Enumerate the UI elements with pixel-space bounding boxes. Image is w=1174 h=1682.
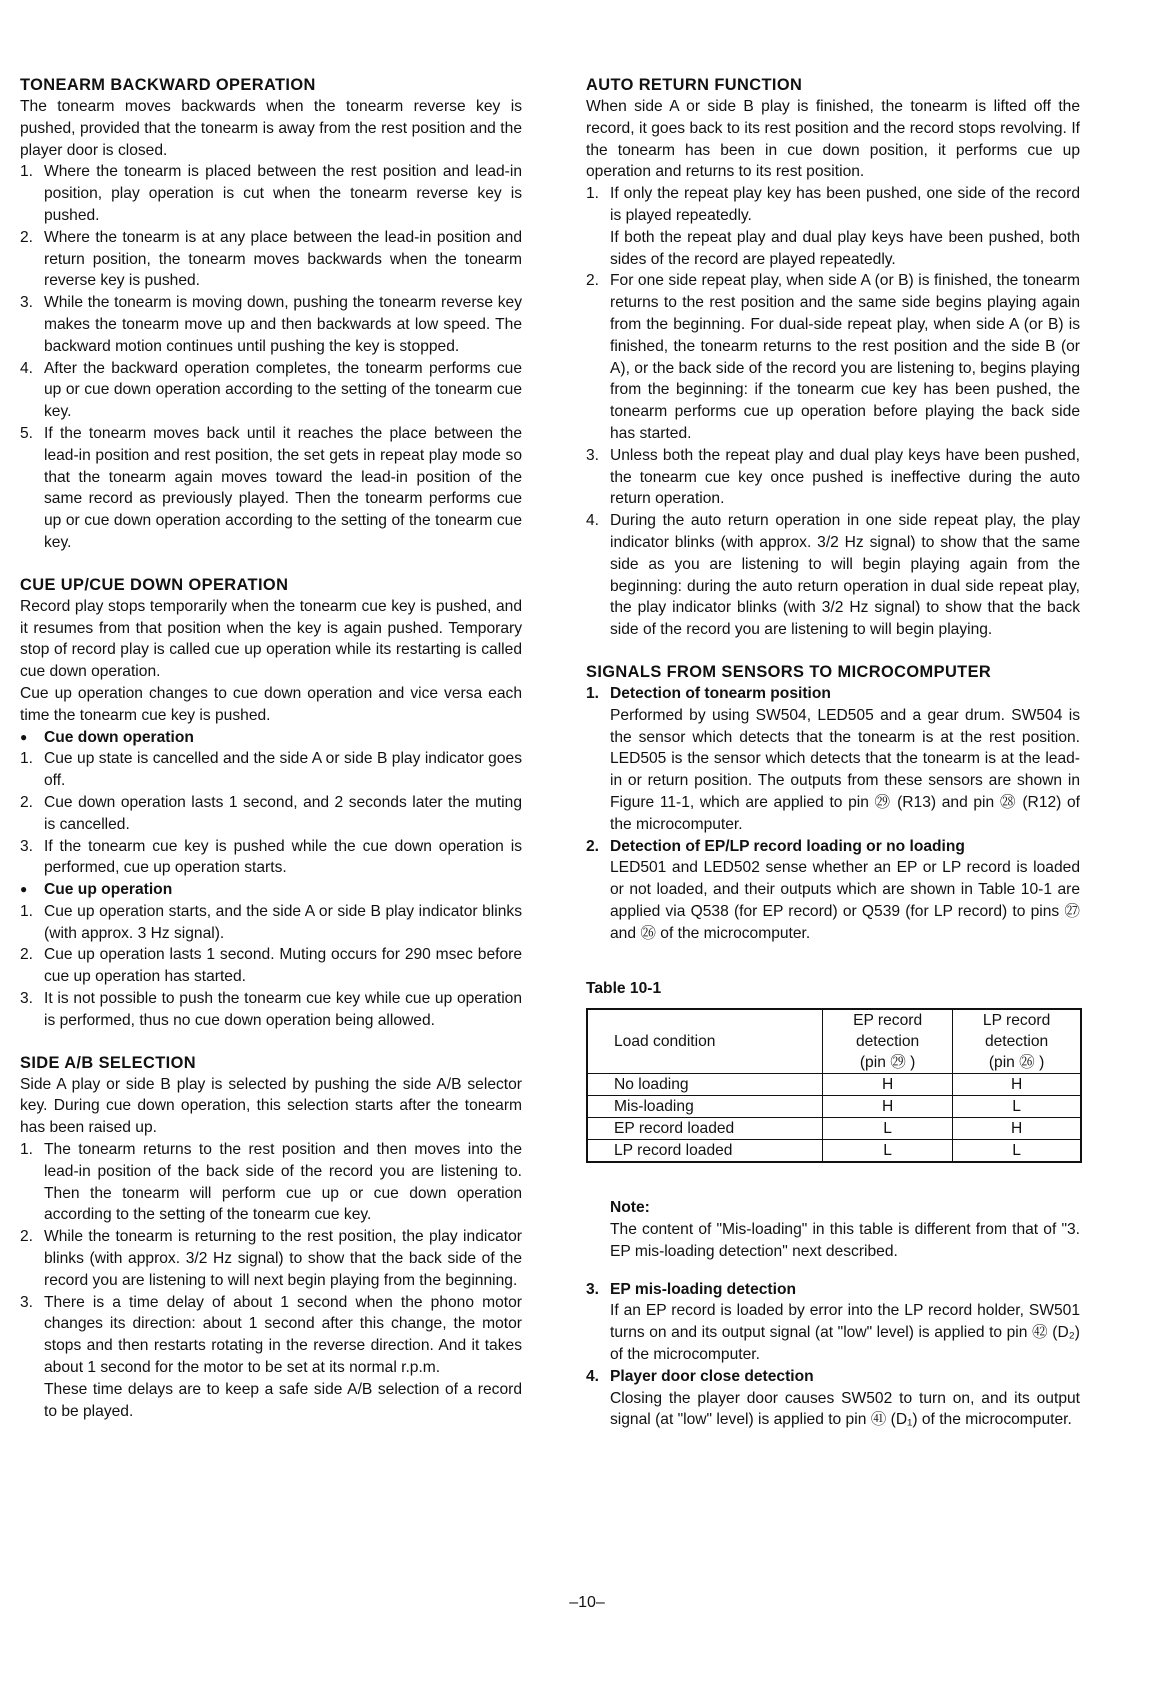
item-text-part: If both the repeat play and dual play keys have been pushed, both sides of the record are played repeatedly.: [610, 228, 1080, 268]
item-number: 5.: [20, 424, 34, 442]
table-cell: L: [823, 1118, 953, 1140]
list-item: [20, 1292, 522, 1379]
item-number: 2.: [20, 793, 34, 811]
bullet-icon: ●: [20, 882, 28, 897]
item-number: 3.: [20, 294, 34, 312]
table-cell: L: [823, 1140, 953, 1163]
item-text: For one side repeat play, when side A (or B) is finished, the tonearm returns to the rest position and the same side begins playing again from the beginning. For dual-side repeat play, when side A (or B) is finished, the tonearm returns to the rest position and the side B (or A), or the back side of the record you are listening to, begins playing from the beginning: if the tonearm cue key has been pushed, the tonearm performs cue up operation before playing the back side has started.: [610, 272, 1080, 442]
list-item: [586, 510, 1080, 641]
signals-section: [586, 661, 1080, 1431]
table-cell: No loading: [587, 1074, 823, 1096]
page-number: –10–: [569, 1594, 605, 1611]
paragraph: When side A or side B play is finished, the tonearm is lifted off the record, it goes back to its rest position and the record stops revolving. If the tonearm has been in cue down position, it performs cue up operation and returns to its rest position.: [586, 98, 1080, 181]
table-row: [587, 1096, 1081, 1118]
left-column: [20, 74, 522, 1442]
item-text: Where the tonearm is at any place between the lead-in position and return position, the tonearm moves backwards when the tonearm reverse key is pushed.: [44, 228, 522, 290]
side-ab-section: [20, 1052, 522, 1423]
item-text: After the backward operation completes, the tonearm performs cue up or cue down operation according to the setting of the tonearm cue key.: [44, 359, 522, 421]
list-item: [20, 988, 522, 1032]
table-cell: H: [823, 1074, 953, 1096]
list-item: [20, 944, 522, 988]
item-number: 1.: [586, 684, 600, 702]
item-number: 2.: [20, 946, 34, 964]
list-item: [586, 183, 1080, 270]
table-cell: L: [953, 1096, 1081, 1118]
item-text: While the tonearm is returning to the rest position, the play indicator blinks (with approx. 3/2 Hz signal) to show that the back side of the record you are listening to will next begin playing from the beginning.: [44, 1228, 522, 1289]
list-item: [20, 901, 522, 945]
table-row: [587, 1074, 1081, 1096]
table-cell: H: [953, 1074, 1081, 1096]
item-text: If the tonearm cue key is pushed while the cue down operation is performed, cue up operation starts.: [44, 837, 522, 877]
item-number: 3.: [20, 990, 34, 1008]
item-number: 3.: [586, 1280, 600, 1298]
item-text: Cue up operation starts, and the side A or side B play indicator blinks (with approx. 3 Hz signal).: [44, 902, 522, 942]
list-item: [20, 1226, 522, 1291]
detection-table: [586, 1008, 1082, 1163]
tonearm-backward-section: [20, 74, 522, 554]
header-text: LP record: [982, 1012, 1051, 1030]
closing-paragraph: These time delays are to keep a safe side A/B selection of a record to be played.: [44, 1380, 522, 1420]
header-text: (pin ㉖ ): [988, 1054, 1045, 1072]
header-text: EP record: [853, 1012, 923, 1030]
right-column: [586, 74, 1080, 1451]
item-number: 2.: [586, 837, 600, 855]
item-text: While the tonearm is moving down, pushing the tonearm reverse key makes the tonearm move up and then backwards at low speed. The backward motion continues until pushing the key is stopped.: [44, 294, 522, 355]
table-header-load: [587, 1009, 823, 1074]
paragraph: If an EP record is loaded by error into the LP record holder, SW501 turns on and its output signal (at "low" level) is applied to pin ㊷ (D₂) of the microcomputer.: [610, 1302, 1080, 1364]
header-text: (pin ㉙ ): [859, 1054, 916, 1072]
note-text: The content of "Mis-loading" in this table is different from that of "3. EP mis-loading detection" next described.: [610, 1221, 1080, 1260]
table-cell: LP record loaded: [587, 1140, 823, 1163]
list-item: [20, 292, 522, 357]
list-item: [20, 1139, 522, 1226]
table-header-lp: [953, 1009, 1081, 1074]
subheading-door-close: [586, 1366, 1080, 1388]
item-number: 2.: [20, 228, 34, 246]
item-text: Cue down operation lasts 1 second, and 2 seconds later the muting is cancelled.: [44, 793, 522, 833]
item-text: If the tonearm moves back until it reaches the place between the lead-in position and rest position, the set gets in repeat play mode so that the tonearm again moves toward the lead-in position of the same record as previously played. Then the tonearm performs cue up or cue down operation according to the setting of the tonearm cue key.: [44, 424, 522, 551]
subheading-ep-misloading: [586, 1279, 1080, 1301]
table-cell: Mis-loading: [587, 1096, 823, 1118]
list-item: [586, 445, 1080, 510]
subheading-text: Detection of tonearm position: [610, 684, 831, 702]
table-note: [610, 1197, 1080, 1262]
list-item: [20, 161, 522, 226]
paragraph: Record play stops temporarily when the tonearm cue key is pushed, and it resumes from that position when the key is again pushed. Temporary stop of record play is called cue up operation while its restarting is called cue down operation.: [20, 597, 522, 681]
table-cell: H: [953, 1118, 1081, 1140]
cue-section: [20, 574, 522, 1032]
item-text: [610, 183, 1080, 270]
item-text: Unless both the repeat play and dual play keys have been pushed, the tonearm cue key once pushed is ineffective during the auto return operation.: [610, 446, 1080, 508]
table-row: [587, 1118, 1081, 1140]
list-item: [20, 748, 522, 792]
header-text: detection: [855, 1033, 920, 1051]
bullet-icon: ●: [20, 729, 28, 744]
section-title-cue: CUE UP/CUE DOWN OPERATION: [20, 575, 289, 594]
list-item: [20, 792, 522, 836]
subheading-text: Cue down operation: [44, 728, 194, 746]
item-number: 2.: [20, 1228, 34, 1246]
item-number: 3.: [20, 837, 34, 855]
item-text: The tonearm returns to the rest position and then moves into the lead-in position of the back side of the record you are listening to. Then the tonearm will perform cue up or cue down operation according to the setting of the tonearm cue key.: [44, 1141, 522, 1224]
item-number: 1.: [20, 1141, 34, 1159]
item-number: 2.: [586, 272, 600, 290]
list-item: [586, 270, 1080, 444]
item-text: It is not possible to push the tonearm cue key while cue up operation is performed, thus no cue down operation being allowed.: [44, 990, 522, 1029]
subheading-text: Detection of EP/LP record loading or no loading: [610, 837, 965, 855]
item-number: 1.: [20, 163, 34, 181]
header-text: detection: [984, 1033, 1049, 1051]
subheading-text: Player door close detection: [610, 1367, 814, 1385]
item-number: 4.: [20, 359, 34, 377]
subheading-text: EP mis-loading detection: [610, 1280, 796, 1298]
paragraph: LED501 and LED502 sense whether an EP or LP record is loaded or not loaded, and their outputs which are shown in Table 10-1 are applied via Q538 (for EP record) or Q539 (for LP record) to pins ㉗ and ㉖ of the microcomputer.: [610, 859, 1080, 942]
table-cell: EP record loaded: [587, 1118, 823, 1140]
item-number: 1.: [20, 750, 34, 768]
item-text: There is a time delay of about 1 second when the phono motor changes its direction: about 1 second after this change, the motor stops and then restarts rotating in the reverse direction. And it takes about 1 second for the motor to be set at its normal r.p.m.: [44, 1293, 522, 1377]
item-number: 4.: [586, 1367, 600, 1385]
table-cell: H: [823, 1096, 953, 1118]
item-text-part: If only the repeat play key has been pushed, one side of the record is played repeatedly.: [610, 185, 1080, 224]
table-cell: L: [953, 1140, 1081, 1163]
paragraph: Side A play or side B play is selected by pushing the side A/B selector key. During cue down operation, this selection starts after the tonearm has been raised up.: [20, 1075, 522, 1137]
section-title-auto-return: AUTO RETURN FUNCTION: [586, 76, 803, 94]
item-text: Cue up state is cancelled and the side A or side B play indicator goes off.: [44, 750, 522, 790]
item-number: 1.: [586, 185, 600, 203]
section-title-tonearm-backward: TONEARM BACKWARD OPERATION: [20, 76, 316, 94]
list-item: [20, 227, 522, 292]
item-text: Where the tonearm is placed between the rest position and lead-in position, play operation is cut when the tonearm reverse key is pushed.: [44, 163, 522, 224]
table-header-row: [587, 1009, 1081, 1074]
item-text: During the auto return operation in one side repeat play, the play indicator blinks (with approx. 3/2 Hz signal) to show that the same side as you are listening to will begin playing again from the beginning: during the auto return operation in dual side repeat play, the play indicator blinks (with 3/2 Hz signal) to show that the back side of the record you are listening to will begin playing.: [610, 512, 1080, 639]
table-row: [587, 1140, 1081, 1163]
list-item: [20, 836, 522, 880]
item-text: Cue up operation lasts 1 second. Muting occurs for 290 msec before cue up operation has started.: [44, 946, 522, 986]
table-header-ep: [823, 1009, 953, 1074]
item-number: 1.: [20, 902, 34, 920]
subheading-cue-down: [20, 727, 522, 749]
subheading-ep-lp-detection: [586, 836, 1080, 858]
paragraph: Cue up operation changes to cue down operation and vice versa each time the tonearm cue key is pushed.: [20, 684, 522, 724]
paragraph: The tonearm moves backwards when the tonearm reverse key is pushed, provided that the tonearm is away from the rest position and the player door is closed.: [20, 98, 522, 159]
list-item: [20, 423, 522, 554]
paragraph: Performed by using SW504, LED505 and a gear drum. SW504 is the sensor which detects that the tonearm is at the rest position. LED505 is the sensor which detects that the tonearm is at the lead-in or return position. The outputs from these sensors are shown in Figure 11-1, which are applied to pin ㉙ (R13) and pin ㉘ (R12) of the microcomputer.: [610, 706, 1080, 833]
auto-return-section: [586, 74, 1080, 641]
note-title: Note:: [610, 1199, 650, 1217]
section-title-signals: SIGNALS FROM SENSORS TO MICROCOMPUTER: [586, 662, 992, 681]
subheading-text: Cue up operation: [44, 881, 173, 899]
paragraph: Closing the player door causes SW502 to turn on, and its output signal (at "low" level) is applied to pin ㊶ (D₁) of the microcomputer.: [610, 1389, 1080, 1429]
list-item: [20, 358, 522, 423]
table-caption: Table 10-1: [586, 980, 662, 998]
header-text: Load condition: [614, 1033, 716, 1051]
item-number: 4.: [586, 512, 600, 530]
subheading-cue-up: [20, 879, 522, 901]
section-title-side-ab: SIDE A/B SELECTION: [20, 1053, 196, 1072]
item-number: 3.: [20, 1293, 34, 1311]
subheading-tonearm-position: [586, 683, 1080, 705]
item-number: 3.: [586, 446, 600, 464]
